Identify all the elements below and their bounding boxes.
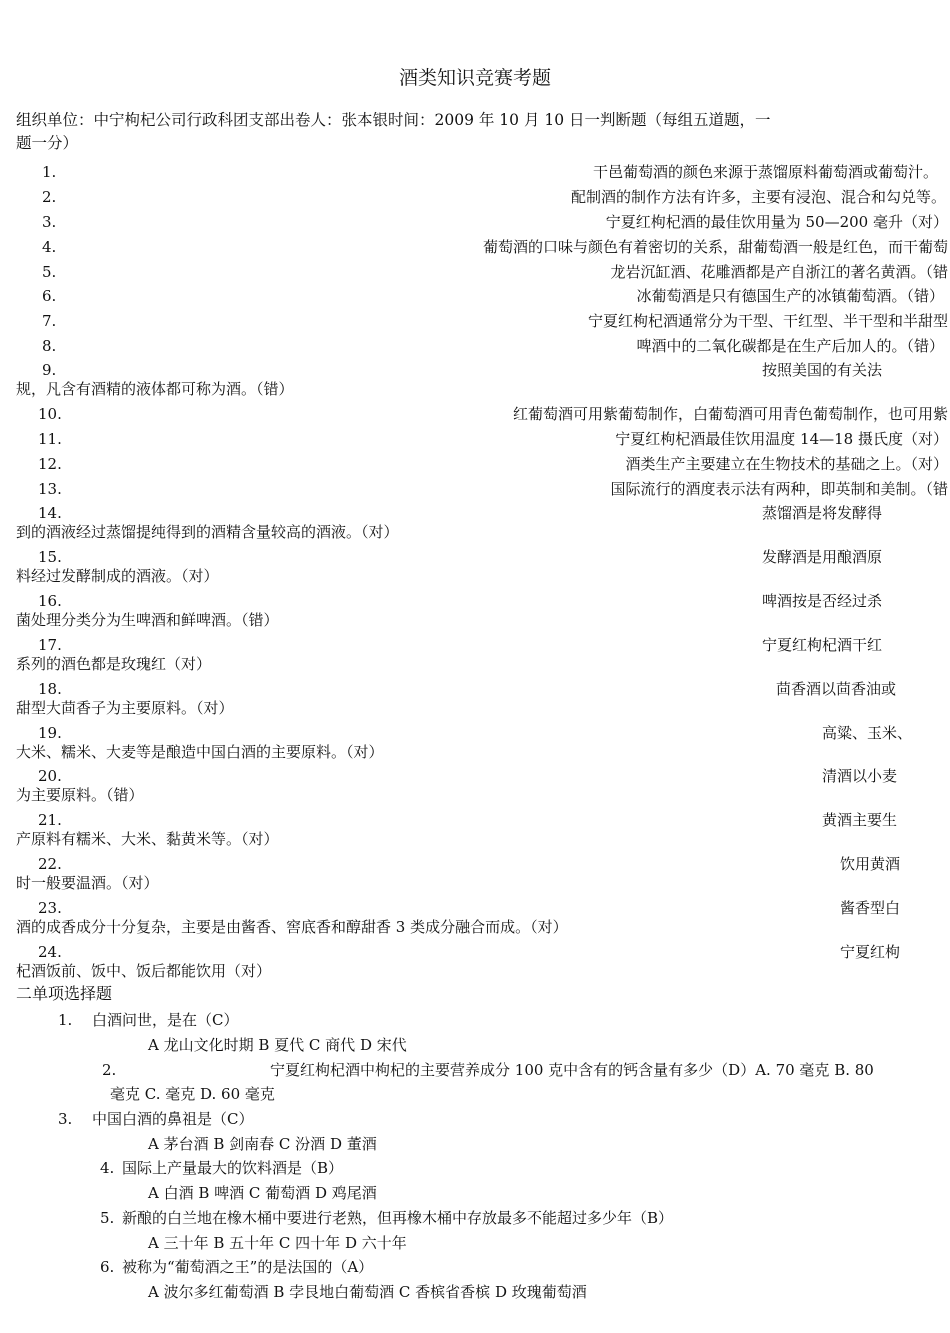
judgment-text: 酱香型白 [840, 899, 901, 917]
judgment-text: 配制酒的制作方法有许多，主要有浸泡、混合和勾兑等。 [570, 188, 946, 206]
choice-number: 3. [58, 1110, 73, 1128]
intro-line-2: 题一分） [16, 134, 79, 152]
judgment-text: 啤酒中的二氧化碳都是在生产后加人的。（错） [636, 337, 944, 355]
judgment-number: 5. [42, 263, 57, 281]
judgment-text: 冰葡萄酒是只有德国生产的冰镇葡萄酒。（错） [636, 287, 944, 305]
judgment-text: 干邑葡萄酒的颜色来源于蒸馏原料葡萄酒或葡萄汁。 [592, 163, 938, 181]
judgment-text-continued: 大米、糯米、大麦等是酿造中国白酒的主要原料。（对） [16, 743, 384, 761]
choice-options: 毫克 C. 毫克 D. 60 毫克 [110, 1085, 275, 1103]
judgment-number: 19. [38, 724, 62, 742]
section-heading: 二单项选择题 [16, 984, 113, 1003]
judgment-number: 17. [38, 636, 62, 654]
judgment-text: 发酵酒是用酿酒原 [762, 548, 883, 566]
judgment-number: 22. [38, 855, 62, 873]
choice-question: 白酒问世，是在（C） [92, 1011, 239, 1029]
choice-number: 4. [100, 1159, 115, 1177]
judgment-text: 宁夏红枸杞酒干红 [762, 636, 883, 654]
judgment-number: 18. [38, 680, 62, 698]
judgment-number: 13. [38, 480, 62, 498]
choice-number: 5. [100, 1209, 115, 1227]
judgment-number: 11. [38, 430, 62, 448]
judgment-number: 24. [38, 943, 62, 961]
choice-number: 2. [102, 1061, 117, 1079]
judgment-text: 宁夏红枸杞酒最佳饮用温度 14—18 摄氏度（对） [615, 430, 948, 448]
judgment-text: 宁夏红枸杞酒的最佳饮用量为 50—200 毫升（对） [605, 213, 948, 231]
judgment-number: 16. [38, 592, 62, 610]
choice-number: 1. [58, 1011, 73, 1029]
judgment-text: 按照美国的有关法 [762, 361, 883, 379]
judgment-text-continued: 为主要原料。（错） [16, 786, 144, 804]
choice-question: 新酿的白兰地在橡木桶中要进行老熟，但再橡木桶中存放最多不能超过多少年（B） [122, 1209, 674, 1227]
choice-question: 中国白酒的鼻祖是（C） [92, 1110, 254, 1128]
judgment-text: 茴香酒以茴香油或 [776, 680, 897, 698]
page-title: 酒类知识竞赛考题 [398, 67, 551, 89]
choice-question: 国际上产量最大的饮料酒是（B） [122, 1159, 344, 1177]
judgment-text: 清酒以小麦 [822, 767, 898, 785]
choice-number: 6. [100, 1258, 115, 1276]
choice-options: A 茅台酒 B 剑南春 C 汾酒 D 董酒 [148, 1135, 377, 1153]
judgment-number: 7. [42, 312, 57, 330]
judgment-number: 4. [42, 238, 57, 256]
intro-line-1: 组织单位：中宁枸杞公司行政科团支部出卷人：张本银时间：2009 年 10 月 10 日一判断题（每组五道题，一 [16, 111, 771, 129]
judgment-text: 龙岩沉缸酒、花雕酒都是产自浙江的著名黄酒。（错 [610, 263, 948, 281]
judgment-text: 啤酒按是否经过杀 [762, 592, 883, 610]
judgment-text-continued: 到的酒液经过蒸馏提纯得到的酒精含量较高的酒液。（对） [16, 523, 399, 541]
judgment-number: 9. [42, 361, 57, 379]
judgment-text: 酒类生产主要建立在生物技术的基础之上。（对） [625, 455, 948, 473]
choice-options: A 白酒 B 啤酒 C 葡萄酒 D 鸡尾酒 [148, 1184, 377, 1202]
judgment-number: 15. [38, 548, 62, 566]
judgment-text: 国际流行的酒度表示法有两种，即英制和美制。（错 [610, 480, 948, 498]
choice-question: 被称为“葡萄酒之王”的是法国的（A） [122, 1258, 374, 1276]
judgment-text-continued: 规，凡含有酒精的液体都可称为酒。（错） [16, 380, 294, 398]
judgment-text: 高粱、玉米、 [822, 724, 913, 742]
judgment-text: 葡萄酒的口味与颜色有着密切的关系，甜葡萄酒一般是红色，而干葡萄 [482, 238, 948, 256]
judgment-text-continued: 料经过发酵制成的酒液。（对） [16, 567, 219, 585]
judgment-number: 12. [38, 455, 62, 473]
judgment-number: 14. [38, 504, 62, 522]
judgment-text-continued: 杞酒饭前、饭中、饭后都能饮用（对） [16, 962, 272, 980]
judgment-text: 蒸馏酒是将发酵得 [762, 504, 883, 522]
judgment-number: 21. [38, 811, 62, 829]
judgment-number: 1. [42, 163, 57, 181]
choice-question: 宁夏红枸杞酒中枸杞的主要营养成分 100 克中含有的钙含量有多少（D）A. 70 毫克 B. 80 [270, 1061, 874, 1079]
judgment-number: 20. [38, 767, 62, 785]
choice-options: A 波尔多红葡萄酒 B 孛艮地白葡萄酒 C 香槟省香槟 D 玫瑰葡萄酒 [148, 1283, 587, 1301]
choice-options: A 三十年 B 五十年 C 四十年 D 六十年 [148, 1234, 407, 1252]
judgment-text-continued: 菌处理分类分为生啤酒和鲜啤酒。（错） [16, 611, 279, 629]
judgment-text-continued: 甜型大茴香子为主要原料。（对） [16, 699, 234, 717]
judgment-text: 宁夏红枸 [840, 943, 901, 961]
judgment-text: 红葡萄酒可用紫葡萄制作，白葡萄酒可用青色葡萄制作，也可用紫 [512, 405, 948, 423]
judgment-number: 8. [42, 337, 57, 355]
judgment-text: 宁夏红枸杞酒通常分为干型、干红型、半干型和半甜型 [587, 312, 948, 330]
judgment-text-continued: 产原料有糯米、大米、黏黄米等。（对） [16, 830, 279, 848]
judgment-number: 2. [42, 188, 57, 206]
judgment-text-continued: 系列的酒色都是玫瑰红（对） [16, 655, 212, 673]
judgment-text-continued: 酒的成香成分十分复杂，主要是由酱香、窖底香和醇甜香 3 类成分融合而成。（对） [16, 918, 568, 936]
judgment-text: 饮用黄酒 [840, 855, 901, 873]
judgment-number: 3. [42, 213, 57, 231]
judgment-number: 6. [42, 287, 57, 305]
judgment-text: 黄酒主要生 [822, 811, 898, 829]
choice-options: A 龙山文化时期 B 夏代 C 商代 D 宋代 [148, 1036, 407, 1054]
judgment-text-continued: 时一般要温酒。（对） [16, 874, 159, 892]
judgment-number: 10. [38, 405, 62, 423]
judgment-number: 23. [38, 899, 62, 917]
